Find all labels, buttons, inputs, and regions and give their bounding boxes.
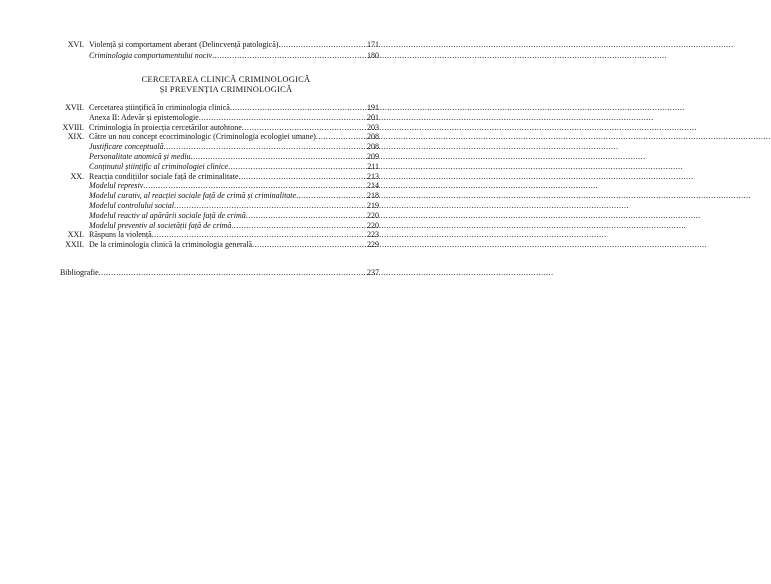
- leader-dots: [242, 123, 366, 133]
- entry-title: Către un nou concept ecocriminologic (Criminologia ecologiei umane): [89, 132, 316, 142]
- leader-dots: [246, 211, 366, 221]
- chapter-number: XXI.: [67, 230, 84, 240]
- entry-title: Modelul preventiv al societății față de crimă: [89, 220, 232, 230]
- page-number: 237: [367, 268, 379, 277]
- chapter-number: XIX.: [67, 132, 84, 142]
- leader-dots: [164, 142, 366, 152]
- entry-title: De la criminologia clinică la criminologia generală: [89, 240, 253, 250]
- leader-dots: [143, 181, 366, 191]
- section-heading-line-1: CERCETAREA CLINICĂ CRIMINOLOGICĂ: [141, 74, 311, 84]
- page-number: 208: [367, 132, 379, 142]
- page-number: 219: [367, 201, 379, 210]
- chapter-number: XVI.: [67, 40, 84, 49]
- page-number: 213: [367, 171, 379, 181]
- chapter-number: XXII.: [65, 240, 84, 250]
- leader-dots: [199, 113, 366, 123]
- leader-dots: [174, 201, 366, 211]
- entry-title: Cercetarea științifică în criminologia clinică: [89, 103, 230, 112]
- leader-dots: [228, 162, 366, 172]
- leader-dots: [230, 103, 366, 113]
- page-number: 201: [367, 112, 379, 122]
- entry-title: Violență și comportament aberant (Delincvență patologică): [89, 40, 279, 49]
- page-number: 218: [367, 191, 379, 201]
- entry-title: Conținutul științific al criminologiei clinice: [89, 161, 229, 171]
- page-number: 203: [367, 122, 379, 132]
- leader-dots: [278, 40, 366, 50]
- entry-title: Modelul controlului social: [89, 201, 175, 210]
- entry-title: Răspuns la violență: [89, 230, 152, 240]
- page-number: 223: [367, 230, 379, 240]
- leader-dots: [152, 230, 366, 240]
- page-number: 229: [367, 240, 379, 250]
- leader-dots: [252, 240, 366, 250]
- page-number: 220: [367, 210, 379, 220]
- entry-title: Criminologia comportamentului nociv: [89, 51, 213, 60]
- entry-title: Criminologia în proiecția cercetărilor autohtone: [89, 122, 242, 132]
- entry-title: Personalitate anomică și mediu: [89, 152, 191, 161]
- page-number: 180: [367, 51, 379, 60]
- page-number: 209: [367, 152, 379, 161]
- entry-title: Reacția condițiilor sociale față de criminalitate: [89, 171, 239, 181]
- entry-title: Justificare conceptuală: [89, 142, 164, 152]
- page-number: 171: [367, 40, 379, 49]
- page-number: 208: [367, 142, 379, 152]
- leader-dots: [316, 132, 366, 142]
- leader-dots: [212, 51, 366, 61]
- leader-dots: [99, 268, 366, 278]
- page-number: 214: [367, 181, 379, 191]
- entry-title: Anexa II: Adevăr și epistemologie: [89, 112, 199, 122]
- chapter-number: XVIII.: [62, 122, 84, 132]
- chapter-number: XX.: [70, 171, 84, 181]
- entry-title: Modelul reactiv al apărării sociale față de crimă: [89, 210, 246, 220]
- entry-title: Bibliografie: [60, 268, 99, 277]
- leader-dots: [239, 172, 367, 182]
- entry-title: Modelul curativ, al reacției sociale față de crimă și criminalitate: [89, 191, 297, 201]
- leader-dots: [231, 221, 366, 231]
- chapter-number: XVII.: [65, 103, 84, 112]
- entry-title: Modelul represiv: [89, 181, 144, 191]
- page-number: 220: [367, 220, 379, 230]
- page-number: 211: [367, 161, 379, 171]
- leader-dots: [296, 191, 366, 201]
- section-heading-line-2: ȘI PREVENȚIA CRIMINOLOGICĂ: [159, 84, 293, 94]
- leader-dots: [191, 152, 366, 162]
- page-number: 191: [367, 103, 379, 112]
